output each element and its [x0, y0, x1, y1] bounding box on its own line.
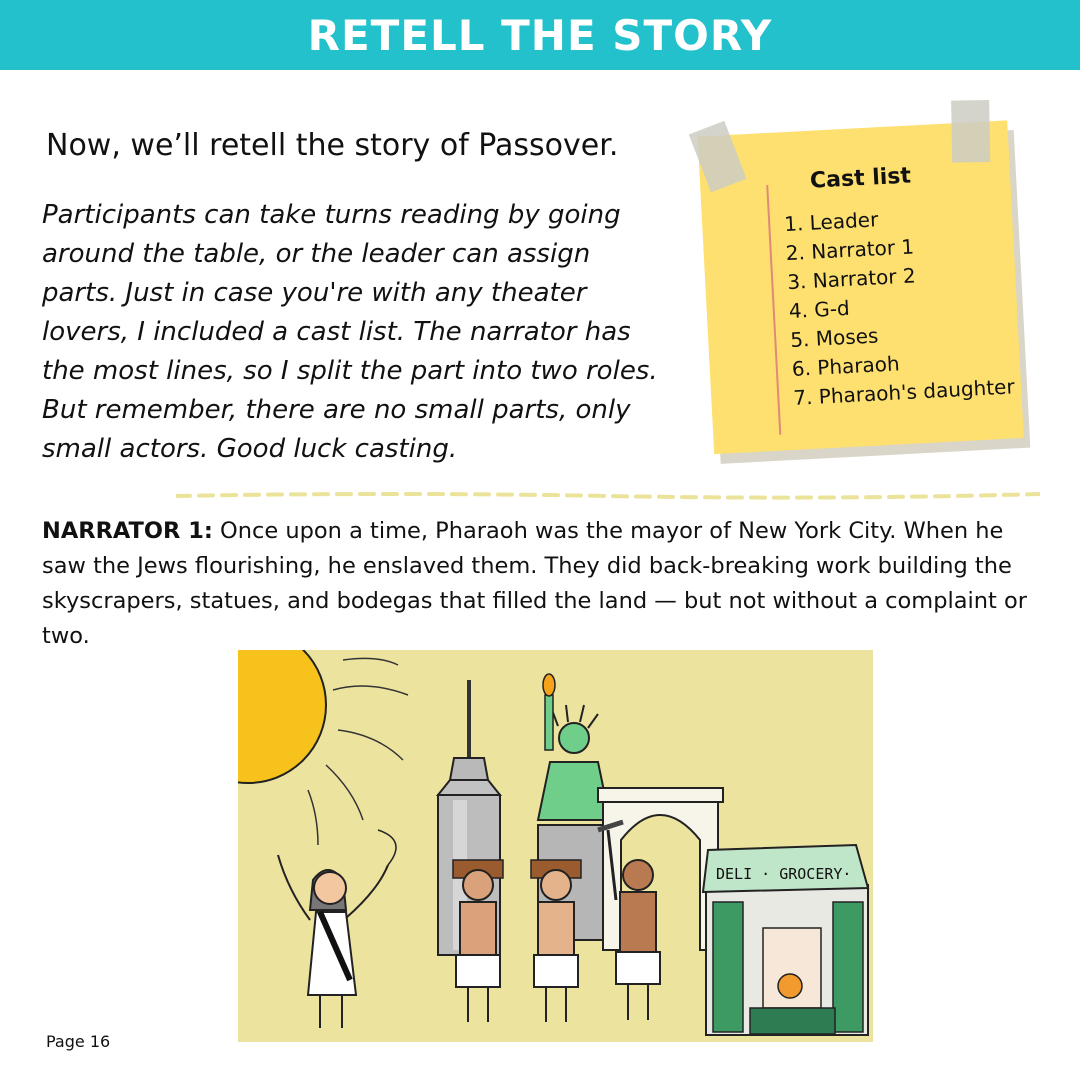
narration-paragraph	[42, 514, 1042, 654]
sticky-note-paper	[698, 120, 1024, 454]
cast-list-item: 3. Narrator 2	[786, 263, 917, 295]
cast-list-title: Cast list	[809, 163, 912, 194]
deli-sign-text: DELI · GROCERY·	[716, 865, 852, 883]
cast-list	[784, 199, 1016, 413]
deli-building-drawing	[703, 845, 868, 1035]
sticky-margin-line	[766, 185, 781, 435]
story-illustration	[238, 650, 873, 1042]
instructions-note: Participants can take turns reading by going around the table, or the leader can assign parts. Just in case you're with any theater lovers, I included a cast list. The narrator has the most lines, so I split the part into two roles. But remember, there are no small parts, only small actors. Good luck casting.	[42, 200, 658, 464]
cast-list-item: 2. Narrator 1	[785, 234, 915, 266]
dashed-divider	[176, 488, 1040, 502]
cast-list-item: 6. Pharaoh	[791, 351, 901, 381]
cast-list-item: 5. Moses	[789, 323, 879, 353]
cast-list-item: 1. Leader	[783, 207, 879, 237]
intro-text: Now, we’ll retell the story of Passover.	[46, 128, 619, 163]
tape-strip-right	[951, 100, 990, 163]
tape-strip-left	[689, 121, 747, 192]
narrator-label: NARRATOR 1:	[42, 518, 213, 544]
cast-list-item: 7. Pharaoh's daughter	[792, 374, 1016, 410]
page-title: RETELL THE STORY	[307, 10, 773, 60]
header-banner	[0, 0, 1080, 70]
page-number: Page 16	[46, 1032, 111, 1051]
cast-list-sticky-note	[698, 120, 1035, 466]
cast-list-item: 4. G-d	[788, 295, 851, 324]
narration-text: Once upon a time, Pharaoh was the mayor of New York City. When he saw the Jews flourishing, he enslaved them. They did back-breaking work building the skyscrapers, statues, and bodegas that filled the land — but not without a complaint or two.	[42, 518, 1028, 649]
